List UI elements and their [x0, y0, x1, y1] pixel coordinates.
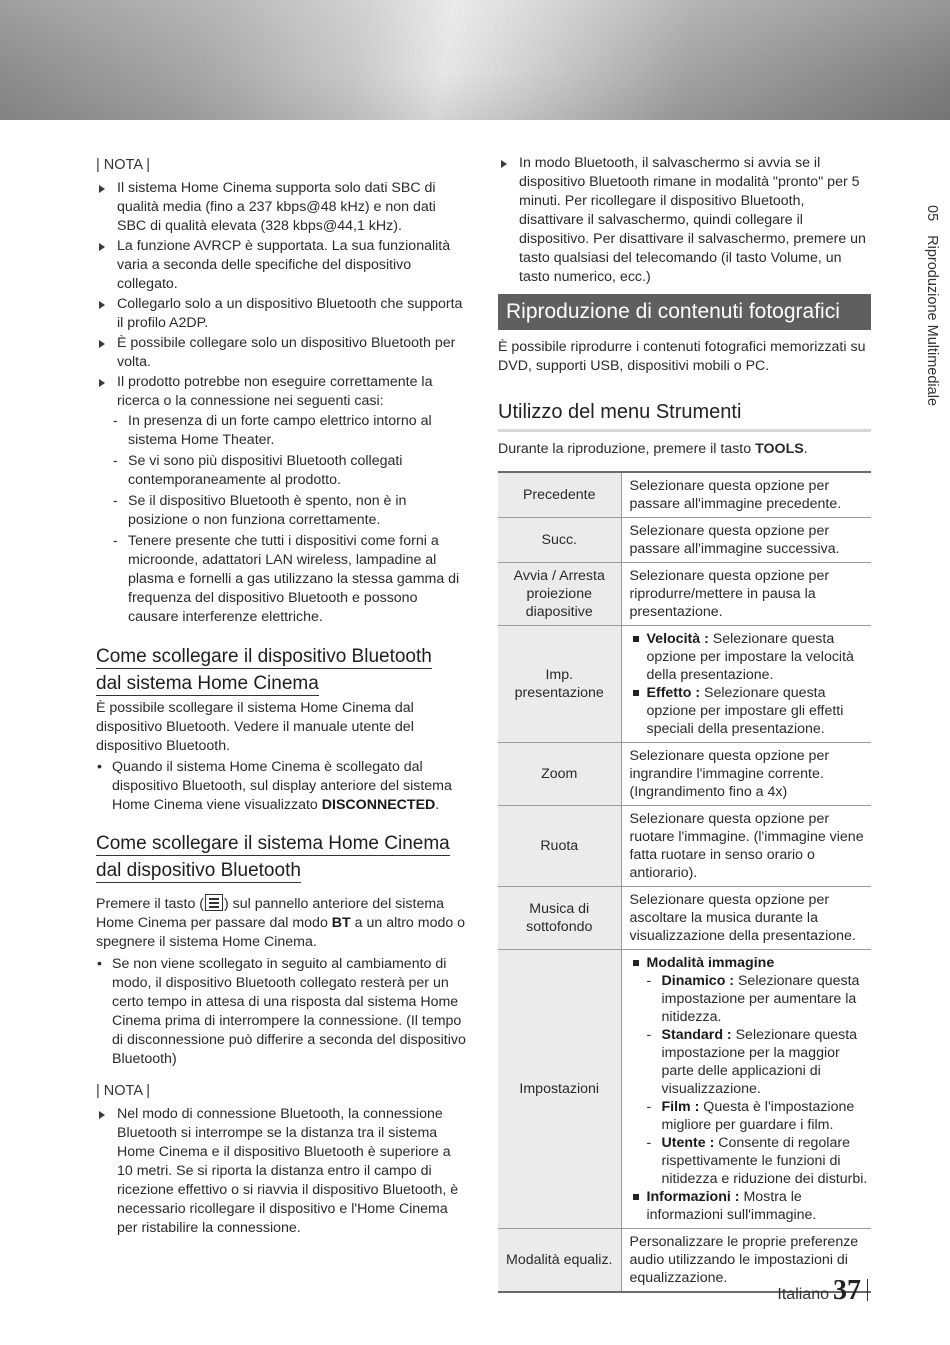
- menu-heading: Utilizzo del menu Strumenti: [498, 398, 871, 432]
- triangle-bullet-icon: [99, 301, 105, 309]
- square-bullet-icon: [633, 690, 639, 696]
- option-name: Precedente: [498, 472, 621, 518]
- footer-divider: [867, 1279, 868, 1301]
- option-name: Imp. presentazione: [498, 626, 621, 743]
- note-item: È possibile collegare solo un dispositivo Bluetooth per volta.: [96, 334, 468, 372]
- option-description: Selezionare questa opzione per passare all'immagine precedente.: [621, 472, 871, 518]
- note-subitem: - Se vi sono più dispositivi Bluetooth collegati contemporaneamente al prodotto.: [113, 453, 403, 488]
- note-subitem: - In presenza di un forte campo elettrico intorno al sistema Home Theater.: [113, 413, 432, 448]
- table-row: [498, 806, 871, 887]
- triangle-bullet-icon: [99, 243, 105, 251]
- note-item: Il sistema Home Cinema supporta solo dati SBC di qualità media (fino a 237 kbps@48 kHz) e non dati SBC di qualità elevata (328 kbps@44,1 kHz).: [96, 179, 468, 236]
- table-row: [498, 887, 871, 950]
- option-description: Selezionare questa opzione per riprodurre/mettere in pausa la presentazione.: [621, 563, 871, 626]
- disconnect-heading: Come scollegare il dispositivo Bluetooth dal sistema Home Cinema: [96, 646, 432, 694]
- table-row: [498, 626, 871, 743]
- section-paragraph: È possibile riprodurre i contenuti fotografici memorizzati su DVD, supporti USB, dispositivi mobili o PC.: [498, 339, 866, 374]
- section-title-bar: Riproduzione di contenuti fotografici: [498, 294, 871, 330]
- option-description: Personalizzare le proprie preferenze audio utilizzando le impostazioni di equalizzazione.: [621, 1229, 871, 1293]
- disconnect-bullet: • Quando il sistema Home Cinema è scollegato dal dispositivo Bluetooth, sul display anteriore del sistema Home Cinema viene visualizzato DISCONNECTED.: [97, 759, 452, 813]
- hc-disconnect-paragraph: Premere il tasto ( ) sul pannello anteriore del sistema Home Cinema per passare dal modo BT a un altro modo o spegnere il sistema Home Cinema.: [96, 896, 466, 950]
- nota-label: | NOTA |: [96, 1083, 150, 1099]
- header-sheen: [0, 0, 950, 120]
- table-row: [498, 743, 871, 806]
- note-subitem: - Se il dispositivo Bluetooth è spento, non è in posizione o non funziona correttamente.: [113, 493, 407, 528]
- page-footer: [777, 1275, 868, 1306]
- hc-disconnect-bullet: • Se non viene scollegato in seguito al cambiamento di modo, il dispositivo Bluetooth collegato resterà per un certo tempo in attesa di una risposta dal sistema Home Cinema prima di interrompere la connessione. (Il tempo di disconnessione può differire a seconda del dispositivo Bluetooth): [97, 956, 466, 1067]
- note-item: Collegarlo solo a un dispositivo Bluetooth che supporta il profilo A2DP.: [96, 295, 468, 333]
- option-name: Modalità equaliz.: [498, 1229, 621, 1293]
- square-bullet-icon: [633, 636, 639, 642]
- chapter-side-tab: [922, 205, 942, 445]
- square-bullet-icon: [633, 960, 639, 966]
- option-description: Velocità : Selezionare questa opzione per impostare la velocità della presentazione. Effetto : Selezionare questa opzione per impostare gli effetti speciali della presentazione.: [621, 626, 871, 743]
- chapter-number: 05: [924, 205, 940, 222]
- triangle-bullet-icon: [99, 379, 105, 387]
- nota-label: | NOTA |: [96, 157, 150, 173]
- option-description: Selezionare questa opzione per passare all'immagine successiva.: [621, 518, 871, 563]
- option-name: Succ.: [498, 518, 621, 563]
- page-number: 37: [833, 1275, 861, 1306]
- square-bullet-icon: [633, 1194, 639, 1200]
- option-description: Modalità immagine - Dinamico : Selezionare questa impostazione per aumentare la nitidezza. - Standard : Selezionare questa impostazione per la maggior parte delle applicazioni di visualizzazione. - Film : Questa è l'impostazione migliore per guardare i film. - Utente : Consente di regolare rispettivamente le funzioni di nitidezza e riduzione dei disturbi. Informazioni : Mostra le informazioni sull'immagine.: [621, 950, 871, 1229]
- tools-options-table: [498, 471, 871, 1293]
- hc-disconnect-heading: Come scollegare il sistema Home Cinema dal dispositivo Bluetooth: [96, 833, 450, 881]
- option-description: Selezionare questa opzione per ascoltare la musica durante la visualizzazione della presentazione.: [621, 887, 871, 950]
- option-name: Zoom: [498, 743, 621, 806]
- chapter-title: Riproduzione Multimediale: [924, 235, 940, 407]
- table-row: [498, 950, 871, 1229]
- option-name: Avvia / Arresta proiezione diapositive: [498, 563, 621, 626]
- note-item: Nel modo di connessione Bluetooth, la connessione Bluetooth si interrompe se la distanza tra il sistema Home Cinema e il dispositivo Bluetooth è superiore a 10 metri. Se si riporta la distanza entro il campo di ricezione effettivo o si riavvia il dispositivo Bluetooth, è necessario ricollegare il dispositivo e l'Home Cinema per ristabilire la connessione.: [96, 1105, 468, 1238]
- option-name: Ruota: [498, 806, 621, 887]
- option-name: Impostazioni: [498, 950, 621, 1229]
- table-row: [498, 563, 871, 626]
- option-description: Selezionare questa opzione per ingrandire l'immagine corrente. (Ingrandimento fino a 4x): [621, 743, 871, 806]
- function-button-icon: [205, 894, 223, 911]
- note-item: Il prodotto potrebbe non eseguire correttamente la ricerca o la connessione nei seguenti casi:: [96, 373, 468, 411]
- note-item: La funzione AVRCP è supportata. La sua funzionalità varia a seconda delle specifiche del dispositivo collegato.: [96, 237, 468, 294]
- triangle-bullet-icon: [501, 160, 507, 168]
- triangle-bullet-icon: [99, 340, 105, 348]
- note-item: In modo Bluetooth, il salvaschermo si avvia se il dispositivo Bluetooth rimane in modalità "pronto" per 5 minuti. Per ricollegare il dispositivo Bluetooth, disattivare il salvaschermo, quindi collegare il dispositivo. Per disattivare il salvaschermo, premere un tasto qualsiasi del telecomando (il tasto Volume, un tasto numerico, ecc.): [498, 154, 871, 287]
- triangle-bullet-icon: [99, 185, 105, 193]
- footer-language: Italiano: [777, 1286, 829, 1303]
- disconnect-paragraph: È possibile scollegare il sistema Home Cinema dal dispositivo Bluetooth. Vedere il manuale utente del dispositivo Bluetooth.: [96, 700, 414, 754]
- note-subitem: - Tenere presente che tutti i dispositivi come forni a microonde, adattatori LAN wireless, lampadine al plasma e fornelli a gas utilizzano la stessa gamma di frequenza del dispositivo Bluetooth e possono causare interferenze elettriche.: [113, 533, 460, 625]
- table-row: [498, 518, 871, 563]
- right-column: [498, 154, 871, 1293]
- triangle-bullet-icon: [99, 1111, 105, 1119]
- option-description: Selezionare questa opzione per ruotare l'immagine. (l'immagine viene fatta ruotare in senso orario o antiorario).: [621, 806, 871, 887]
- left-column: [96, 156, 468, 1239]
- menu-paragraph: Durante la riproduzione, premere il tasto TOOLS.: [498, 441, 808, 457]
- table-row: [498, 472, 871, 518]
- option-name: Musica di sottofondo: [498, 887, 621, 950]
